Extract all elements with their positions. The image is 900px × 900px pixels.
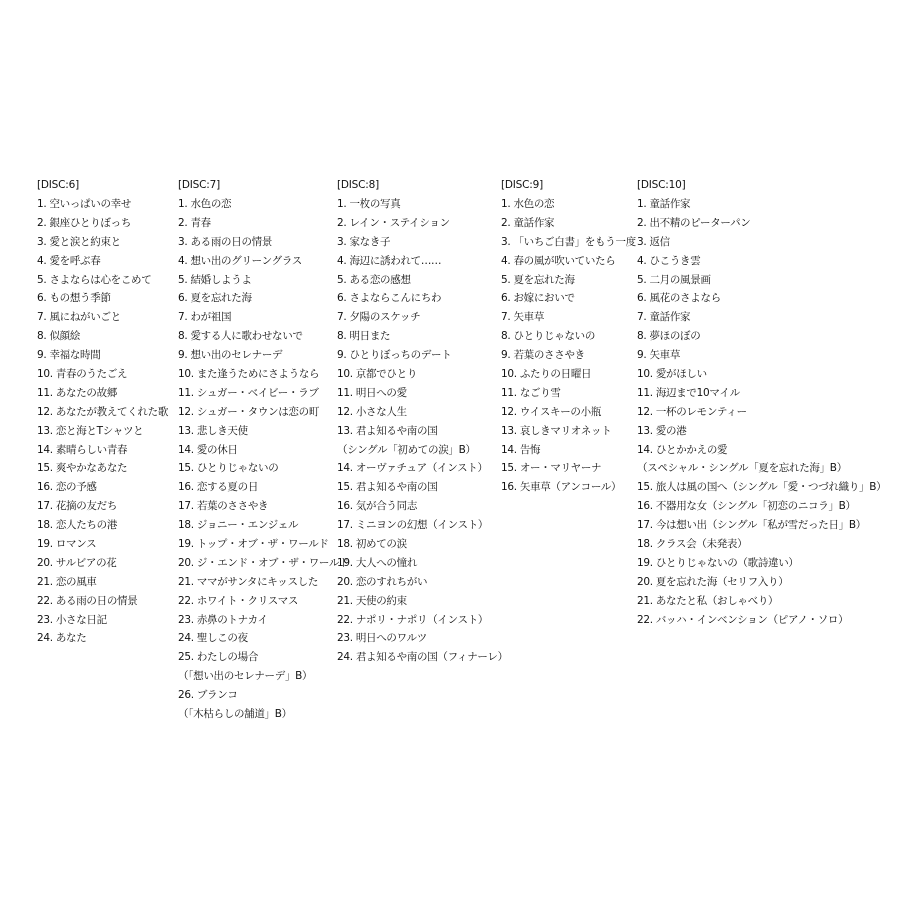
track-item: 6. お嫁においで: [501, 292, 575, 305]
track-item: 9. ひとりぼっちのデート: [337, 349, 452, 362]
track-item: 10. 青春のうたごえ: [37, 368, 128, 381]
track-item: 15. オー・マリヤーナ: [501, 462, 602, 475]
track-item: 5. 結婚しようよ: [178, 273, 252, 286]
track-item: 18. ジョニー・エンジェル: [178, 519, 299, 532]
disc-8-header: [DISC:8]: [337, 179, 379, 191]
disc-8-column: [337, 176, 508, 667]
track-item: 1. 水色の恋: [178, 198, 232, 210]
track-item: 19. 大人への憧れ: [337, 556, 418, 569]
track-item: 18. 恋人たちの港: [37, 519, 118, 532]
track-item: 6. もの想う季節: [37, 292, 111, 305]
track-item: 22. ある雨の日の情景: [37, 594, 138, 607]
track-item: 23. 小さな日記: [37, 613, 107, 626]
track-item: 11. あなたの故郷: [37, 386, 118, 399]
track-item: 2. 童話作家: [501, 216, 555, 229]
track-item: 14. 告悔: [501, 443, 541, 456]
track-item: 3. 返信: [637, 235, 670, 248]
track-item: 14. オーヴァチュア（インスト）: [337, 462, 488, 475]
track-item: 11. シュガー・ベイビー・ラブ: [178, 386, 319, 399]
disc-7-column: [178, 176, 350, 724]
track-item: 1. 一枚の写真: [337, 198, 401, 210]
track-item: 10. 愛がほしい: [637, 368, 707, 381]
disc-6-header: [DISC:6]: [37, 179, 79, 191]
track-item: 5. ある恋の感想: [337, 273, 411, 286]
track-item: 7. わが祖国: [178, 311, 232, 324]
track-item: 5. 夏を忘れた海: [501, 273, 575, 286]
track-item: 22. ホワイト・クリスマス: [178, 594, 299, 607]
track-item: 12. シュガー・タウンは恋の町: [178, 405, 320, 418]
track-item: 7. 風にねがいごと: [37, 311, 121, 324]
track-item: 9. 幸福な時間: [37, 349, 101, 362]
disc-6-column: [37, 176, 169, 648]
track-item: 13. 哀しきマリオネット: [501, 424, 612, 437]
track-item: 6. 夏を忘れた海: [178, 292, 252, 305]
track-item: 16. 気が合う同志: [337, 500, 418, 513]
track-item: 3. ある雨の日の情景: [178, 235, 273, 248]
track-item: （シングル「初めての涙」B）: [337, 443, 476, 456]
track-item: 15. 君よ知るや南の国: [337, 481, 438, 494]
track-item: 12. あなたが教えてくれた歌: [37, 405, 169, 418]
track-item: 16. 恋の予感: [37, 481, 97, 494]
track-item: 18. クラス会（未発表）: [637, 538, 748, 551]
track-item: 2. 青春: [178, 216, 211, 229]
track-item: 21. 天使の約束: [337, 594, 407, 607]
track-item: 7. 夕陽のスケッチ: [337, 311, 421, 324]
track-item: 26. ブランコ: [178, 689, 238, 702]
track-item: 13. 恋と海とTシャツと: [37, 424, 144, 437]
track-item: 4. ひこうき雲: [637, 254, 701, 267]
disc-7-track-list: [178, 195, 350, 724]
track-item: 1. 空いっぱいの幸せ: [37, 198, 132, 210]
track-item: 20. ジ・エンド・オブ・ザ・ワールド: [178, 556, 350, 569]
track-item: 6. 風花のさよなら: [637, 292, 721, 305]
track-item: 9. 想い出のセレナーデ: [178, 349, 283, 362]
track-item: 21. あなたと私（おしゃべり）: [637, 594, 779, 607]
track-item: 21. ママがサンタにキッスした: [178, 575, 319, 588]
track-item: 13. 愛の港: [637, 424, 687, 437]
track-item: 19. ロマンス: [37, 538, 97, 551]
track-item: 20. 恋のすれちがい: [337, 575, 428, 588]
track-item: 11. 海辺まで10マイル: [637, 386, 740, 399]
track-item: 2. 出不精のピーターパン: [637, 216, 751, 229]
track-item: 14. ひとかかえの愛: [637, 443, 728, 456]
track-item: （スペシャル・シングル「夏を忘れた海」B）: [637, 462, 847, 475]
track-item: 13. 悲しき天使: [178, 424, 248, 437]
track-item: 16. 矢車草（アンコール）: [501, 481, 622, 494]
track-item: 11. なごり雪: [501, 386, 561, 399]
disc-10-header: [DISC:10]: [637, 179, 686, 191]
track-item: 1. 童話作家: [637, 198, 691, 210]
track-item: 22. バッハ・インベンション（ピアノ・ソロ）: [637, 613, 849, 626]
disc-8-track-list: [337, 195, 508, 667]
track-item: 19. ひとりじゃないの（歌詩違い）: [637, 556, 799, 569]
track-item: 25. わたしの場合: [178, 651, 259, 664]
track-item: 19. トップ・オブ・ザ・ワールド: [178, 538, 329, 551]
disc-7-header: [DISC:7]: [178, 179, 220, 191]
track-item: 2. 銀座ひとりぼっち: [37, 216, 132, 229]
track-item: 24. 君よ知るや南の国（フィナーレ）: [337, 651, 508, 664]
track-item: 16. 恋する夏の日: [178, 481, 259, 494]
track-item: 9. 若葉のささやき: [501, 349, 585, 362]
track-item: 16. 不器用な女（シングル「初恋のニコラ」B）: [637, 500, 856, 513]
disc-9-track-list: [501, 195, 636, 497]
track-item: 15. 爽やかなあなた: [37, 462, 128, 475]
track-item: 8. ひとりじゃないの: [501, 330, 596, 343]
track-item: 7. 童話作家: [637, 311, 691, 324]
track-item: 13. 君よ知るや南の国: [337, 424, 438, 437]
track-item: 5. 二月の風景画: [637, 273, 711, 286]
track-item: 17. ミニヨンの幻想（インスト）: [337, 519, 489, 532]
track-item: 6. さよならこんにちわ: [337, 292, 442, 305]
track-item: 18. 初めての涙: [337, 538, 407, 551]
track-item: 8. 夢ほのぼの: [637, 330, 701, 343]
track-item: 22. ナポリ・ナポリ（インスト）: [337, 613, 489, 626]
track-item: 10. また逢うためにさようなら: [178, 368, 320, 381]
track-item: 12. ウイスキーの小瓶: [501, 405, 602, 418]
disc-9-column: [501, 176, 636, 497]
disc-10-column: [637, 176, 897, 629]
track-item: 4. 海辺に誘われて……: [337, 254, 442, 267]
disc-6-track-list: [37, 195, 169, 648]
track-item: 3. 家なき子: [337, 235, 391, 248]
disc-10-track-list: [637, 195, 897, 629]
track-item: 5. さよならは心をこめて: [37, 273, 152, 286]
track-item: 2. レイン・ステイション: [337, 216, 450, 229]
track-item: 23. 赤鼻のトナカイ: [178, 613, 268, 626]
track-item: 14. 素晴らしい青春: [37, 443, 128, 456]
track-item: 23. 明日へのワルツ: [337, 632, 427, 645]
track-item: 3. 愛と涙と約束と: [37, 235, 121, 248]
track-item: 11. 明日への愛: [337, 386, 407, 399]
track-item: （「木枯らしの舗道」B）: [178, 708, 292, 721]
track-item: 7. 矢車草: [501, 311, 545, 324]
track-item: 24. あなた: [37, 632, 87, 645]
track-item: 21. 恋の風車: [37, 575, 97, 588]
track-item: 17. 若葉のささやき: [178, 500, 269, 513]
track-item: 14. 愛の休日: [178, 443, 238, 456]
track-item: 4. 想い出のグリーングラス: [178, 254, 302, 267]
track-item: 4. 愛を呼ぶ春: [37, 254, 101, 267]
track-item: 8. 愛する人に歌わせないで: [178, 330, 303, 343]
track-item: 1. 水色の恋: [501, 198, 555, 210]
track-item: 8. 似顔絵: [37, 330, 81, 343]
track-item: 15. 旅人は風の国へ（シングル「愛・つづれ織り」B）: [637, 481, 887, 494]
track-item: 12. 一杯のレモンティー: [637, 405, 747, 418]
track-item: 3. 「いちご白書」をもう一度: [501, 235, 636, 248]
track-item: 24. 聖しこの夜: [178, 632, 248, 645]
track-item: 10. 京都でひとり: [337, 368, 418, 381]
track-item: 4. 春の風が吹いていたら: [501, 254, 616, 267]
track-item: 20. サルビアの花: [37, 556, 117, 569]
track-item: 10. ふたりの日曜日: [501, 368, 592, 381]
track-item: 20. 夏を忘れた海（セリフ入り）: [637, 575, 789, 588]
track-item: 17. 花摘の友だち: [37, 500, 118, 513]
track-item: 8. 明日また: [337, 330, 391, 343]
track-item: 12. 小さな人生: [337, 405, 407, 418]
track-item: 9. 矢車草: [637, 349, 681, 362]
track-item: （「想い出のセレナーデ」B）: [178, 670, 313, 683]
track-item: 15. ひとりじゃないの: [178, 462, 279, 475]
track-item: 17. 今は想い出（シングル「私が雪だった日」B）: [637, 519, 866, 532]
disc-9-header: [DISC:9]: [501, 179, 543, 191]
